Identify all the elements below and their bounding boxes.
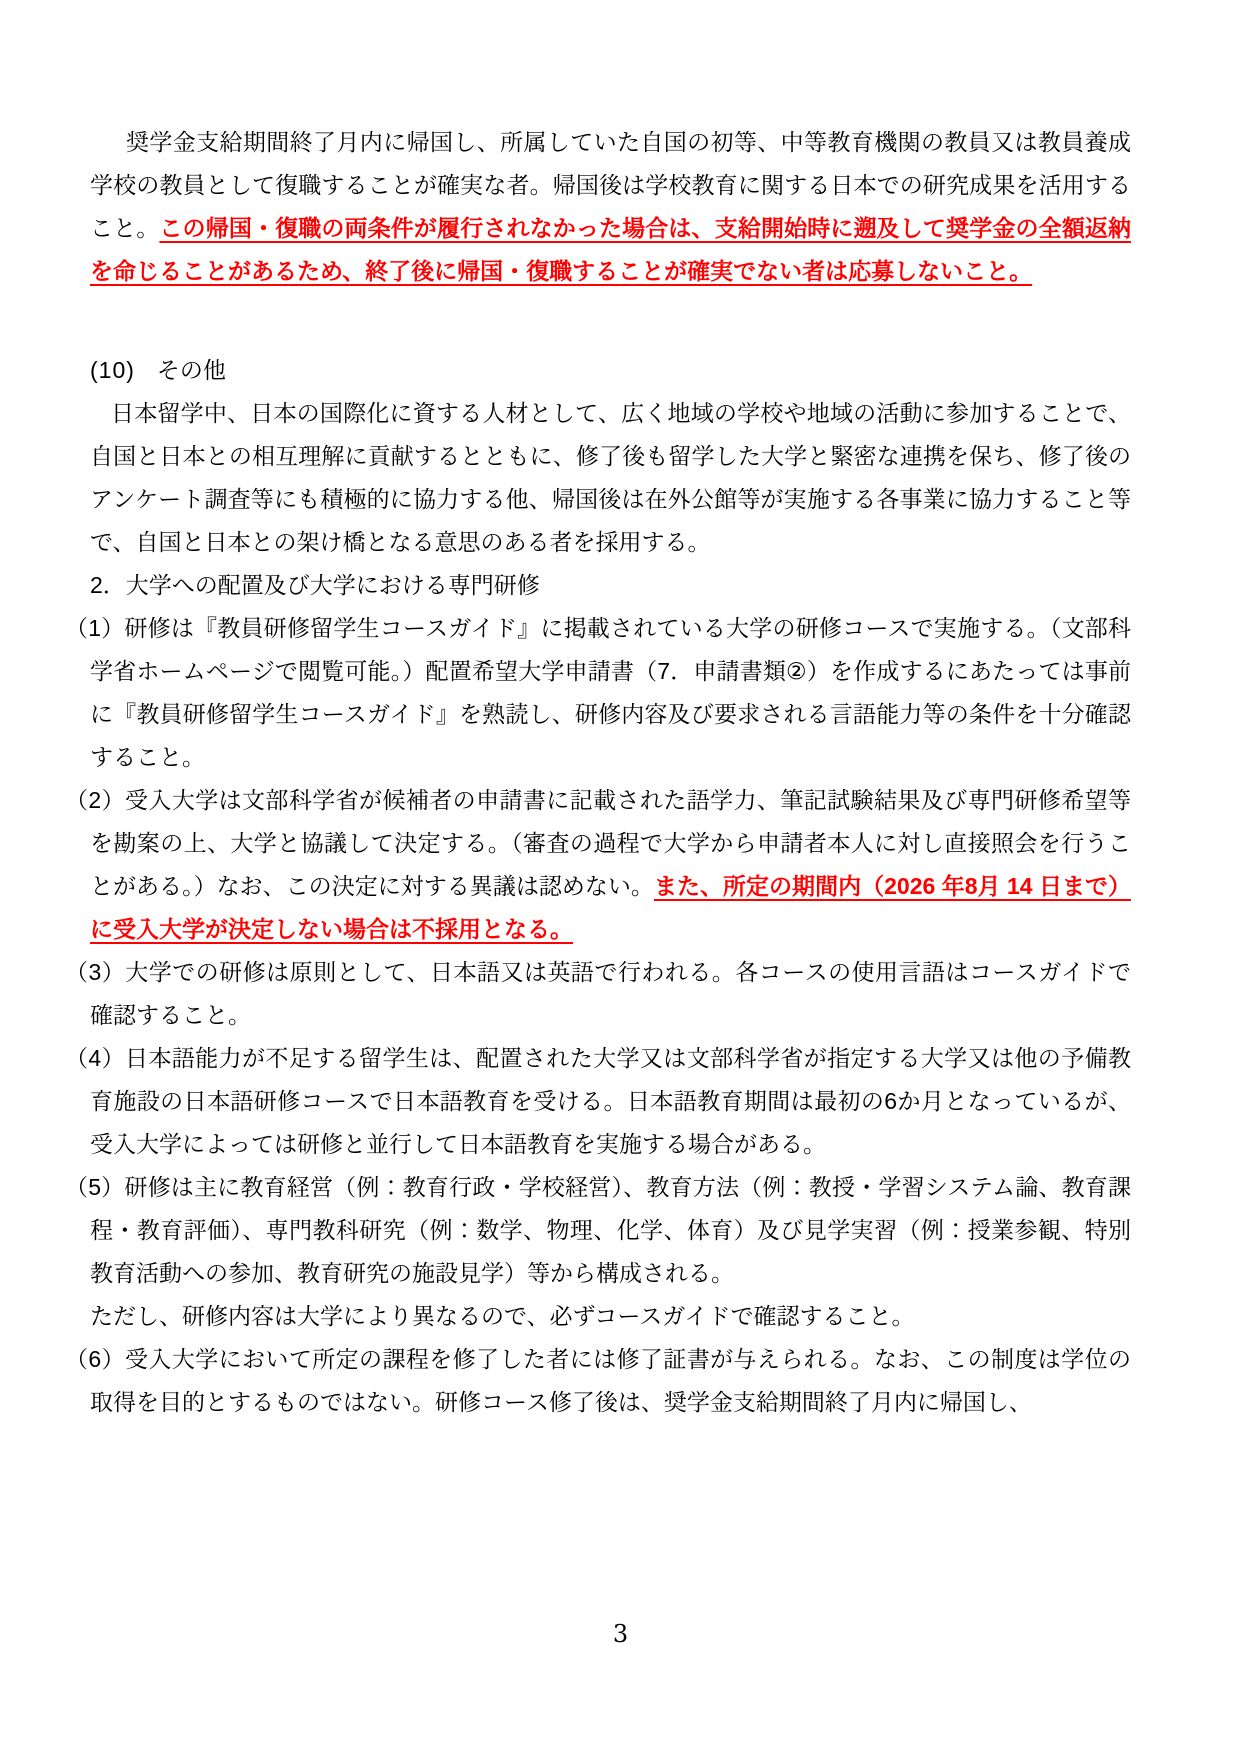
deadline-warning-red-text: また、所定の期間内（2026 年8月 14 日まで）に受入大学が決定しない場合は不採用となる。	[90, 873, 1132, 942]
page-number: 3	[612, 1620, 629, 1648]
item-10-label: (10)	[90, 357, 135, 383]
section-2-item-2	[65, 779, 1132, 951]
item-10-title: その他	[156, 357, 226, 383]
item-10-body-paragraph: 日本留学中、日本の国際化に資する人材として、広く地域の学校や地域の活動に参加することで、自国と日本との相互理解に貢献するとともに、修了後も留学した大学と緊密な連携を保ち、修了後のアンケート調査等にも積極的に協力する他、帰国後は在外公館等が実施する各事業に協力すること等で、自国と日本との架け橋となる意思のある者を採用する。	[90, 400, 1131, 555]
item-2-black-text: （2）受入大学は文部科学省が候補者の申請書に記載された語学力、筆記試験結果及び専門研修希望等を勘案の上、大学と協議して決定する。（審査の過程で大学から申請者本人に対し直接照会を行うことがある。）なお、この決定に対する異議は認めない。	[65, 787, 1131, 899]
section-2-heading: 2．大学への配置及び大学における専門研修	[90, 572, 540, 598]
section-2-item-3: （3）大学での研修は原則として、日本語又は英語で行われる。各コースの使用言語はコースガイドで確認すること。	[65, 959, 1131, 1028]
section-2-item-6: （6）受入大学において所定の課程を修了した者には修了証書が与えられる。なお、この制度は学位の取得を目的とするものではない。研修コース修了後は、奨学金支給期間終了月内に帰国し、	[65, 1346, 1131, 1415]
section-2-item-1: （1）研修は『教員研修留学生コースガイド』に掲載されている大学の研修コースで実施する。（文部科学省ホームページで閲覧可能。）配置希望大学申請書（7．申請書類②）を作成するにあたっては事前に『教員研修留学生コースガイド』を熟読し、研修内容及び要求される言語能力等の条件を十分確認すること。	[65, 615, 1131, 770]
item-10-heading	[90, 349, 1131, 392]
return-reinstatement-paragraph	[90, 121, 1131, 293]
section-2-item-4: （4）日本語能力が不足する留学生は、配置された大学又は文部科学省が指定する大学又は他の予備教育施設の日本語研修コースで日本語教育を受ける。日本語教育期間は最初の6か月となっているが、受入大学によっては研修と並行して日本語教育を実施する場合がある。	[65, 1045, 1131, 1157]
repayment-warning-red-text: この帰国・復職の両条件が履行されなかった場合は、支給開始時に遡及して奨学金の全額返納を命じることがあるため、終了後に帰国・復職することが確実でない者は応募しないこと。	[90, 215, 1132, 284]
section-2-item-5-note: ただし、研修内容は大学により異なるので、必ずコースガイドで確認すること。	[90, 1303, 915, 1329]
item-10-section	[90, 349, 1131, 564]
return-condition-text: 奨学金支給期間終了月内に帰国し、所属していた自国の初等、中等教育機関の教員又は教員養成学校の教員として復職することが確実な者。帰国後は学校教育に関する日本での研究成果を活用すること。	[90, 129, 1132, 241]
section-2-item-5: （5）研修は主に教育経営（例：教育行政・学校経営）、教育方法（例：教授・学習システム論、教育課程・教育評価）、専門教科研究（例：数学、物理、化学、体育）及び見学実習（例：授業参観、特別教育活動への参加、教育研究の施設見学）等から構成される。	[65, 1174, 1131, 1286]
